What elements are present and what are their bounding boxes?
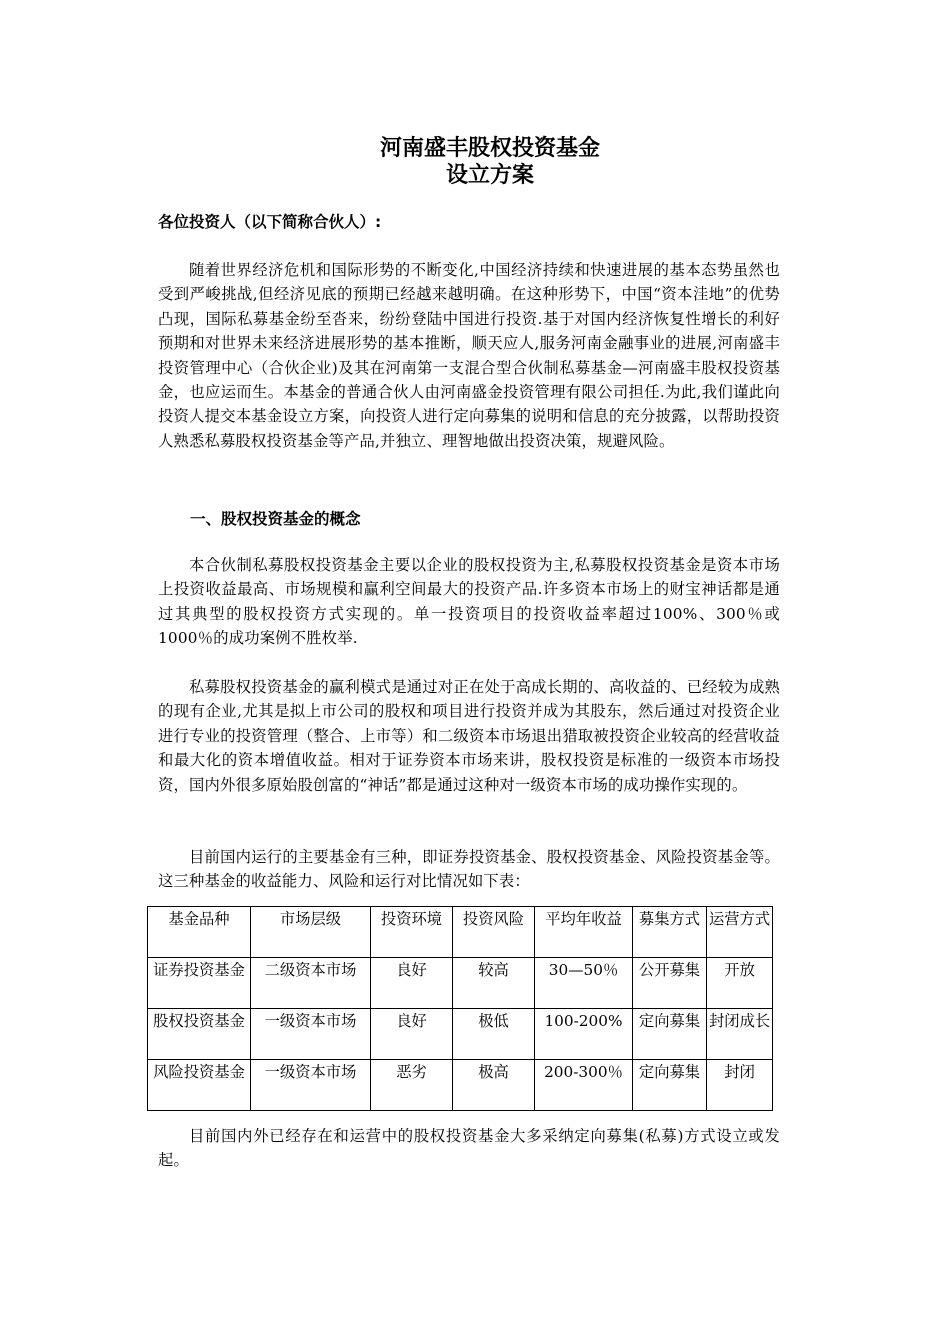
table-header-cell: 市场层级	[251, 907, 371, 958]
table-cell: 公开募集	[633, 958, 707, 1009]
table-header-row	[148, 907, 773, 958]
document-title: 河南盛丰股权投资基金	[379, 136, 600, 161]
paragraph-fund-types: 目前国内运行的主要基金有三种，即证券投资基金、股权投资基金、风险投资基金等。这三种基金的收益能力、风险和运行对比情况如下表：	[158, 848, 780, 891]
table-cell: 一级资本市场	[251, 1060, 371, 1111]
paragraph-profit-model: 私募股权投资基金的赢利模式是通过对正在处于高成长期的、高收益的、已经较为成熟的现有企业,尤其是拟上市公司的股权和项目进行投资并成为其股东，然后通过对投资企业进行专业的投资管理（整合、上市等）和二级资本市场退出猎取被投资企业较高的经营收益和最大化的资本增值收益。相对于证券资本市场来讲，股权投资是标准的一级资本市场投资，国内外很多原始股创富的“神话”都是通过这种对一级资本市场的成功操作实现的。	[158, 678, 780, 794]
salutation: 各位投资人（以下简称合伙人）:	[158, 213, 382, 231]
table-cell: 200-300％	[535, 1060, 633, 1111]
fund-comparison-table	[147, 906, 773, 1111]
table-cell: 封闭	[707, 1060, 773, 1111]
table-cell: 开放	[707, 958, 773, 1009]
table-cell: 风险投资基金	[148, 1060, 251, 1111]
table-cell: 极低	[453, 1009, 535, 1060]
table-header-cell: 平均年收益	[535, 907, 633, 958]
table-cell: 极高	[453, 1060, 535, 1111]
table-cell: 较高	[453, 958, 535, 1009]
table-cell: 良好	[371, 958, 453, 1009]
table-cell: 良好	[371, 1009, 453, 1060]
table-cell: 封闭成长	[707, 1009, 773, 1060]
table-cell: 定向募集	[633, 1060, 707, 1111]
table-cell: 100-200%	[535, 1009, 633, 1060]
paragraph-private-placement: 目前国内外已经存在和运营中的股权投资基金大多采纳定向募集(私募)方式设立或发起。	[158, 1127, 780, 1170]
table-cell: 股权投资基金	[148, 1009, 251, 1060]
table-header-cell: 投资风险	[453, 907, 535, 958]
paragraph-intro: 随着世界经济危机和国际形势的不断变化,中国经济持续和快速进展的基本态势虽然也受到严峻挑战,但经济见底的预期已经越来越明确。在这种形势下，中国“资本洼地”的优势凸现，国际私募基金纷至沓来，纷纷登陆中国进行投资.基于对国内经济恢复性增长的利好预期和对世界未来经济进展形势的基本推断，顺天应人,服务河南金融事业的进展,河南盛丰投资管理中心（合伙企业)及其在河南第一支混合型合伙制私募基金—河南盛丰股权投资基金，也应运而生。本基金的普通合伙人由河南盛金投资管理有限公司担任.为此,我们谨此向投资人提交本基金设立方案，向投资人进行定向募集的说明和信息的充分披露，以帮助投资人熟悉私募股权投资基金等产品,并独立、理智地做出投资决策，规避风险。	[158, 261, 780, 450]
table-cell: 30—50％	[535, 958, 633, 1009]
table-row	[148, 958, 773, 1009]
table-row	[148, 1060, 773, 1111]
paragraph-concept: 本合伙制私募股权投资基金主要以企业的股权投资为主,私募股权投资基金是资本市场上投资收益最高、市场规模和赢利空间最大的投资产品.许多资本市场上的财宝神话都是通过其典型的股权投资方式实现的。单一投资项目的投资收益率超过100%、300％或1000％的成功案例不胜枚举.	[158, 556, 780, 648]
document-subtitle: 设立方案	[445, 163, 534, 188]
table-cell: 二级资本市场	[251, 958, 371, 1009]
section-heading-1: 一、股权投资基金的概念	[190, 510, 361, 528]
table-cell: 一级资本市场	[251, 1009, 371, 1060]
table-header-cell: 投资环境	[371, 907, 453, 958]
table-header-cell: 募集方式	[633, 907, 707, 958]
table-header-cell: 运营方式	[707, 907, 773, 958]
table-cell: 恶劣	[371, 1060, 453, 1111]
table-header-cell: 基金品种	[148, 907, 251, 958]
table-cell: 证券投资基金	[148, 958, 251, 1009]
table-row	[148, 1009, 773, 1060]
table-cell: 定向募集	[633, 1009, 707, 1060]
